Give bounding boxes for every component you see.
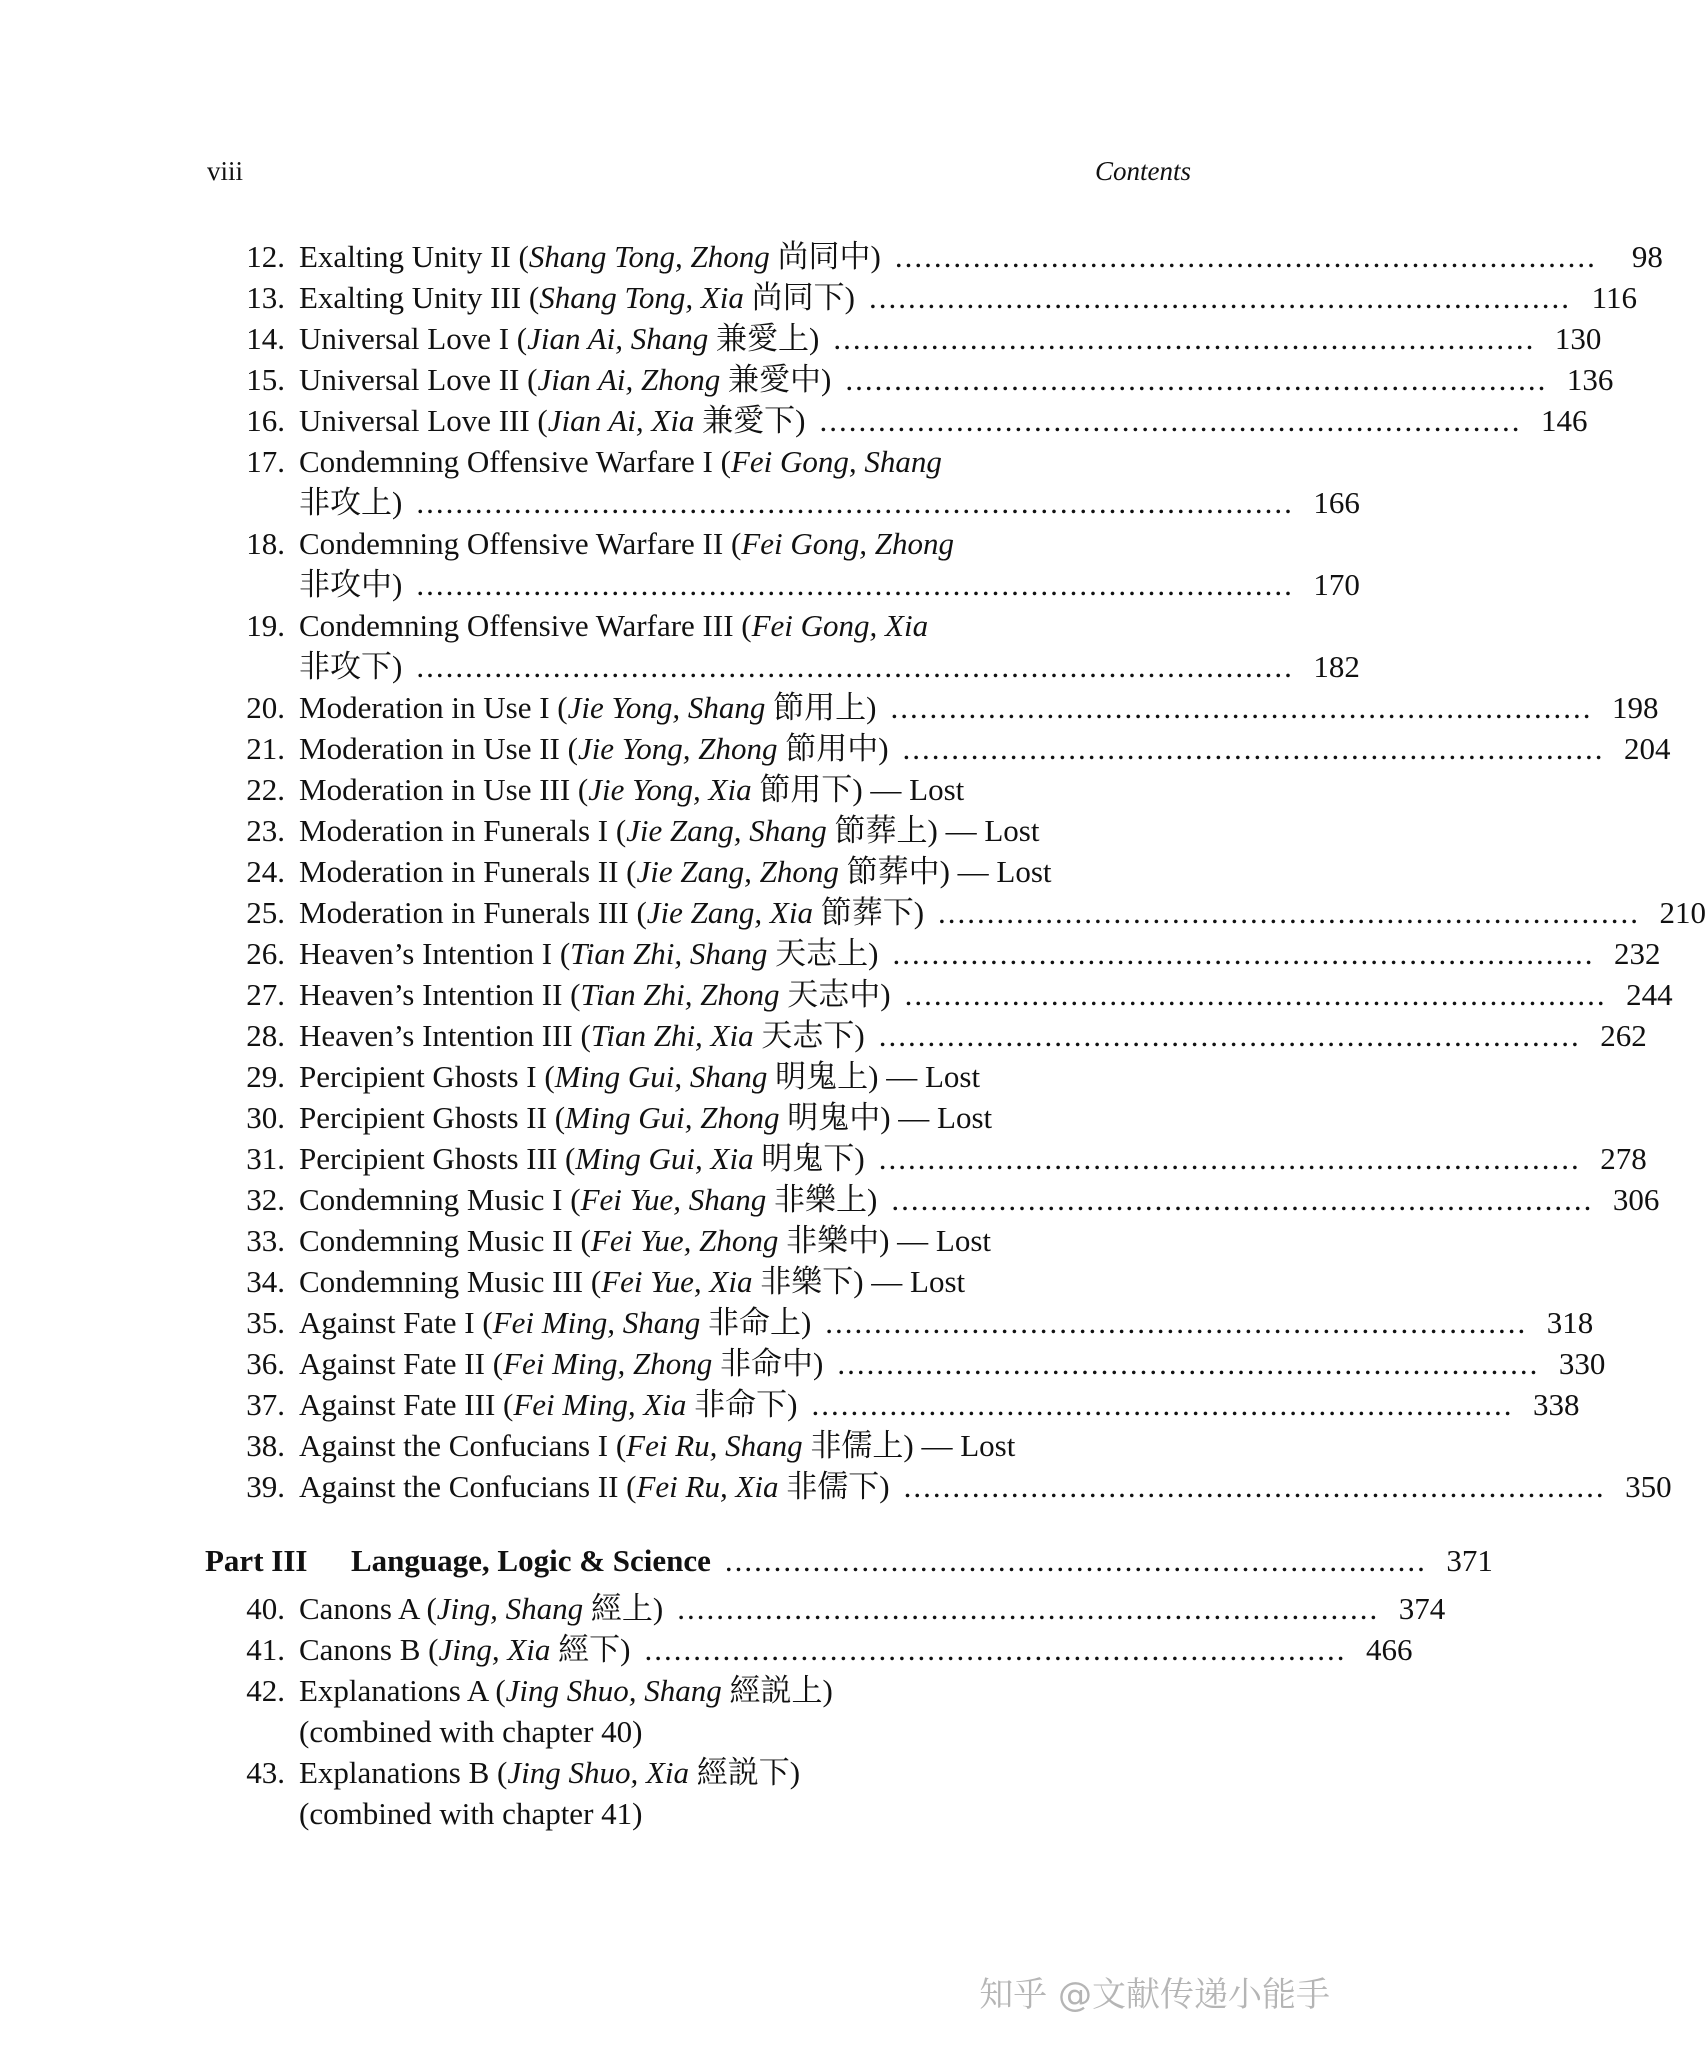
- toc-entry: 24. Moderation in Funerals II (Jie Zang, Zhong 節葬中) — Lost: [246, 854, 1052, 889]
- toc-entry: 15. Universal Love II (Jian Ai, Zhong 兼愛中) ........................................................................ 136: [246, 362, 1614, 397]
- toc-entry: 16. Universal Love III (Jian Ai, Xia 兼愛下) ........................................................................ 146: [246, 403, 1588, 438]
- toc-entry: 14. Universal Love I (Jian Ai, Shang 兼愛上) ........................................................................ 130: [246, 321, 1602, 356]
- toc-entry: 42. Explanations A (Jing Shuo, Shang 經説上): [246, 1673, 833, 1708]
- toc-entry: 19. Condemning Offensive Warfare III (Fei Gong, Xia: [246, 608, 929, 643]
- toc-entry: 40. Canons A (Jing, Shang 經上) ........................................................................ 374: [246, 1591, 1446, 1626]
- toc-entry: 30. Percipient Ghosts II (Ming Gui, Zhong 明鬼中) — Lost: [246, 1100, 993, 1135]
- toc-entry: 32. Condemning Music I (Fei Yue, Shang 非樂上) ........................................................................ 306: [246, 1182, 1660, 1217]
- part-page: 371: [1446, 1543, 1493, 1578]
- toc-entry: 17. Condemning Offensive Warfare I (Fei Gong, Shang: [246, 444, 942, 479]
- toc-entry: 36. Against Fate II (Fei Ming, Zhong 非命中) ........................................................................ 330: [246, 1346, 1606, 1381]
- part-heading: Part III Language, Logic & Science ........................................................................ 371: [205, 1539, 1191, 1583]
- toc-entry: 20. Moderation in Use I (Jie Yong, Shang 節用上) ........................................................................ 198: [246, 690, 1659, 725]
- page-number: viii: [207, 156, 244, 186]
- toc-entry: 26. Heaven’s Intention I (Tian Zhi, Shang 天志上) ........................................................................ 232: [246, 936, 1661, 971]
- toc-entry: 23. Moderation in Funerals I (Jie Zang, Shang 節葬上) — Lost: [246, 813, 1040, 848]
- toc-entry-continuation: (combined with chapter 40): [299, 1714, 643, 1749]
- toc-entry: 28. Heaven’s Intention III (Tian Zhi, Xia 天志下) ........................................................................ 262: [246, 1018, 1647, 1053]
- toc-entry-continuation: 非攻下) .......................................................................................... 182: [299, 649, 1360, 684]
- toc-entry: 37. Against Fate III (Fei Ming, Xia 非命下) ........................................................................ 338: [246, 1387, 1580, 1422]
- toc-entry: 33. Condemning Music II (Fei Yue, Zhong 非樂中) — Lost: [246, 1223, 992, 1258]
- table-of-contents: [205, 236, 1706, 1834]
- running-title: Contents: [1094, 156, 1191, 186]
- toc-entry: 31. Percipient Ghosts III (Ming Gui, Xia 明鬼下) ........................................................................ 278: [246, 1141, 1647, 1176]
- toc-entry: 18. Condemning Offensive Warfare II (Fei Gong, Zhong: [246, 526, 954, 561]
- toc-entry: 41. Canons B (Jing, Xia 經下) ........................................................................ 466: [246, 1632, 1413, 1667]
- toc-entry: 35. Against Fate I (Fei Ming, Shang 非命上) ........................................................................ 318: [246, 1305, 1594, 1340]
- toc-entry: 21. Moderation in Use II (Jie Yong, Zhong 節用中) ........................................................................ 204: [246, 731, 1671, 766]
- toc-entry: 39. Against the Confucians II (Fei Ru, Xia 非儒下) ........................................................................ 350: [246, 1469, 1672, 1504]
- toc-entry-continuation: (combined with chapter 41): [299, 1796, 643, 1831]
- toc-entry: 22. Moderation in Use III (Jie Yong, Xia 節用下) — Lost: [246, 772, 965, 807]
- part-label: Part III: [205, 1543, 308, 1578]
- toc-entry: 13. Exalting Unity III (Shang Tong, Xia 尚同下) ........................................................................ 116: [246, 280, 1637, 315]
- toc-entry: 34. Condemning Music III (Fei Yue, Xia 非樂下) — Lost: [246, 1264, 966, 1299]
- watermark: 知乎 @文献传递小能手: [979, 1975, 1330, 2015]
- toc-entry: 38. Against the Confucians I (Fei Ru, Shang 非儒上) — Lost: [246, 1428, 1016, 1463]
- toc-entry: 29. Percipient Ghosts I (Ming Gui, Shang 明鬼上) — Lost: [246, 1059, 981, 1094]
- toc-entry-continuation: 非攻中) .......................................................................................... 170: [299, 567, 1360, 602]
- toc-entry-continuation: 非攻上) .......................................................................................... 166: [299, 485, 1360, 520]
- toc-entry: 12. Exalting Unity II (Shang Tong, Zhong 尚同中) ........................................................................ 98: [246, 239, 1663, 274]
- toc-entry: 25. Moderation in Funerals III (Jie Zang, Xia 節葬下) ........................................................................ 210: [246, 895, 1706, 930]
- part-title: Language, Logic & Science: [351, 1543, 711, 1578]
- toc-entry: 27. Heaven’s Intention II (Tian Zhi, Zhong 天志中) ........................................................................ 244: [246, 977, 1673, 1012]
- toc-entry: 43. Explanations B (Jing Shuo, Xia 經説下): [246, 1755, 801, 1790]
